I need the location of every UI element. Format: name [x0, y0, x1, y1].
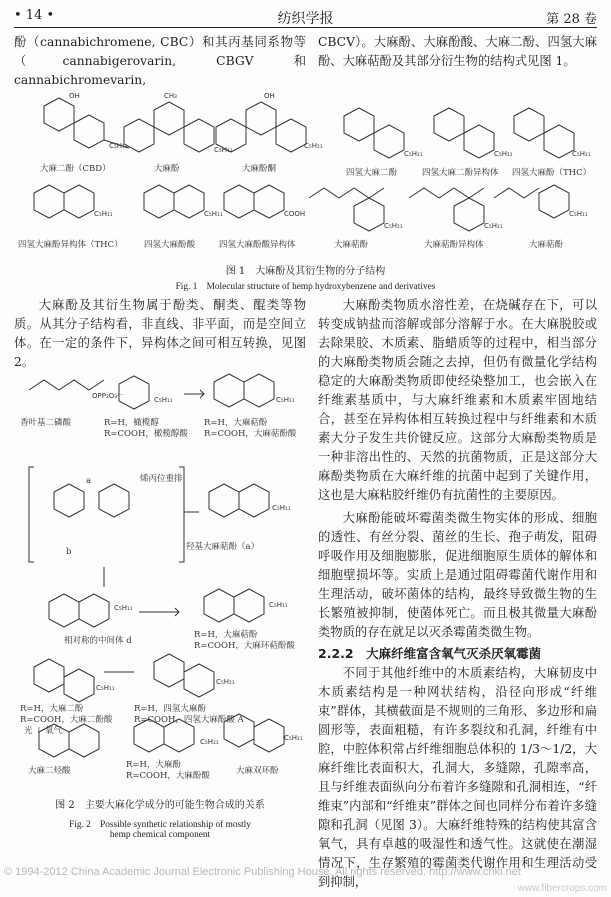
- right-paragraph-1: 大麻酚类物质水溶性差，在烧碱存在下，可以转变成钠盐而溶解或部分溶解于水。在大麻脱胶或去除果胶、木质素、脂蜡质等的过程中，相当部分的大麻酚类物质会随之去掉，但仍有微量化学结构稳定的大麻酚类物质即使经染整加工，也会嵌入在纤维素基质中，与大麻纤维素和木质素牢固地结合，甚至在异构体相互转换过程中与纤维素和木质素大分子发生共价键反应。这部分大麻酚类物质是一种非溶出性的、天然的抗菌物质，正是这部分大麻酚类物质在大麻纤维的抗菌中起到了关键作用，这也是大麻粘胶纤维仍有抗菌性的主要原因。: [318, 298, 597, 502]
- molecule-ring: [344, 108, 374, 141]
- fig2-label: R=COOH，大麻酚酸: [126, 771, 210, 781]
- figure-2-caption-cn: 图 2 主要大麻化学成分的可能生物合成的关系: [55, 800, 265, 811]
- right-paragraph-2: 大麻酚能破坏霉菌类微生物实体的形成、细胞的透性、有丝分裂、菌丝的生长、孢子萌发，阻碍呼吸作用及细胞膨胀，促进细胞原生质体的解体和细胞壁损坏等。实质上是通过阻碍霉菌代谢作用和生理活动，破坏菌体的结构，最终导致微生物的生长繁殖被抑制，使菌体死亡。而且极其微量大麻酚类物质的存在就足以灭杀霉菌类微生物。: [318, 511, 597, 639]
- right-paragraph-3: 不同于其他纤维中的木质素结构，大麻韧皮中木质素结构是一种网状结构，沿径向形成“纤维束”群体，其横截面是不规则的三角形、多边形和扁圆形等，表面粗糙，有许多裂纹和孔洞，纤维有中腔，中腔体积常占纤维细胞总体积的 1/3～1/2，大麻纤维比表面积大，孔洞大，多缝隙，孔隙率高，且与纤维表面纵向分布着许多缝隙和孔洞相连，“纤维束”内部和“纤维束”群体之间也同样分布着许多缝隙和孔洞（见图 3）。大麻纤维特殊的结构使其富含氧气，具有卓越的吸湿性和透气性。这就使在潮湿情况下，生存繁殖的霉菌类代谢作用和生理活动受到抑制，: [318, 666, 597, 889]
- svg-text:C₅H₁₁: C₅H₁₁: [569, 210, 588, 218]
- fig1-label: 四氢大麻酚酸异构体: [219, 240, 296, 250]
- molecule-ring: [214, 374, 244, 407]
- molecule-ring: [254, 719, 284, 752]
- fig1-label: 四氢大麻酚酸: [144, 240, 196, 250]
- molecule-ring: [34, 659, 64, 692]
- fig2-label: 大麻二烃酸: [28, 766, 71, 776]
- svg-text:OPP₂O₃³⁻: OPP₂O₃³⁻: [92, 392, 124, 400]
- svg-text:C₅H₁₁: C₅H₁₁: [216, 678, 235, 686]
- left-paragraph-1: 大麻酚及其衍生物属于酚类、酮类、醌类等物质。从其分子结构看，非直线、非平面，而是空间立体。在一定的条件下，异构体之间可相互转换，见图2。: [14, 298, 306, 369]
- journal-name: 纺织学报: [277, 11, 334, 27]
- molecule-ring: [239, 484, 269, 517]
- svg-text:CH₃: CH₃: [164, 92, 177, 100]
- svg-text:C₅H₁₁: C₅H₁₁: [304, 142, 323, 150]
- molecule-ring: [144, 185, 174, 218]
- fig1-label: 四氢大麻酚异构体（THC）: [18, 240, 123, 250]
- molecule-ring: [254, 185, 284, 218]
- fig2-label: R=COOH，大麻环萜酚酸: [194, 641, 295, 651]
- molecule-ring: [184, 664, 214, 697]
- fig1-label: 四氢大麻二酚: [346, 168, 398, 178]
- fig2-label: R=H，四氢大麻酚: [134, 704, 206, 714]
- section-heading: 2.2.2 大麻纤维富含氧气灭杀厌氧霉菌: [318, 646, 542, 661]
- molecule-ring: [464, 125, 494, 158]
- svg-text:C₅H₁₁: C₅H₁₁: [154, 396, 173, 404]
- molecule-ring: [34, 185, 64, 218]
- molecule-ring: [184, 119, 214, 152]
- molecule-ring: [454, 198, 484, 231]
- page-number: • 14 •: [14, 8, 55, 23]
- svg-text:C₅H₁₁: C₅H₁₁: [272, 504, 291, 512]
- fig1-label: 四氢大麻二酚异构体: [422, 168, 499, 178]
- molecule-ring: [74, 115, 104, 148]
- figure-1-caption-en: Fig. 1 Molecular structure of hemp hydroxybenzene and derivatives: [175, 282, 436, 292]
- molecule-ring: [246, 102, 276, 135]
- figure-1: [14, 88, 597, 256]
- molecule-ring: [64, 669, 94, 702]
- figure-2-caption-en-line2: hemp chemical component: [109, 830, 211, 840]
- svg-text:C₅H₁₁: C₅H₁₁: [384, 222, 403, 230]
- svg-text:C₅H₁₁: C₅H₁₁: [214, 146, 233, 154]
- molecule-ring: [124, 119, 154, 152]
- svg-text:C₅H₁₁: C₅H₁₁: [284, 734, 303, 742]
- fig1-label: 大麻酚: [154, 164, 180, 174]
- fig2-label: R=COOH，四氢大麻酚酸 A: [134, 715, 244, 725]
- svg-text:OH: OH: [264, 92, 275, 100]
- fig2-label: 羟基大麻萜酚（a）: [186, 542, 260, 552]
- fig2-label: R=H，大麻萜酚: [194, 630, 258, 640]
- molecule-ring: [204, 589, 234, 622]
- molecule-chain: [409, 188, 484, 198]
- molecule-ring: [49, 594, 79, 627]
- molecule-chain: [494, 188, 539, 198]
- copyright-footer: © 1994-2012 China Academic Journal Electronic Publishing House. All rights reserved. http://www.cnki.net: [4, 866, 521, 878]
- fig2-label: a: [86, 476, 92, 486]
- svg-text:C₅H₁₁: C₅H₁₁: [200, 738, 219, 746]
- molecule-chain: [309, 188, 384, 198]
- molecule-ring: [354, 198, 384, 231]
- figure-2: [14, 372, 314, 794]
- svg-text:C₅H₁₁: C₅H₁₁: [114, 604, 133, 612]
- molecule-ring: [234, 589, 264, 622]
- svg-text:C₅H₁₁: C₅H₁₁: [109, 142, 128, 150]
- top-right-paragraph: CBCV）。大麻酚、大麻酚酸、大麻二酚、四氢大麻酚、大麻萜酚及其部分衍生物的结构式见图 1。: [318, 35, 597, 68]
- svg-text:OH: OH: [69, 92, 80, 100]
- svg-text:C₅H₁₁: C₅H₁₁: [96, 684, 115, 692]
- fig2-label: b: [66, 547, 72, 557]
- svg-text:C₅H₁₁: C₅H₁₁: [404, 150, 423, 158]
- fig2-label: R=H，大麻萜酚: [204, 418, 268, 428]
- svg-text:C₅H₁₁: C₅H₁₁: [204, 210, 223, 218]
- fig2-label: R=H，大麻二酚: [20, 704, 84, 714]
- molecule-ring: [154, 654, 184, 687]
- molecule-ring: [64, 185, 94, 218]
- fig1-label: 四氢大麻酚（THC）: [512, 168, 592, 178]
- fig2-label: R=H，橄榄醇: [104, 418, 159, 428]
- molecule-ring: [276, 119, 306, 152]
- svg-text:COOH: COOH: [284, 210, 306, 218]
- molecule-ring: [174, 185, 204, 218]
- fig2-label: 光 ↓ 氧气: [24, 726, 63, 736]
- fig1-label: 大麻酚酮: [242, 164, 277, 174]
- running-header: [14, 6, 597, 28]
- svg-text:C₅H₁₁: C₅H₁₁: [276, 396, 295, 404]
- fig2-label: 香叶基二磷酸: [20, 418, 72, 428]
- fig1-label: 大麻萜酚: [529, 240, 564, 250]
- svg-text:C₅H₁₁: C₅H₁₁: [484, 222, 503, 230]
- molecule-ring: [224, 185, 254, 218]
- molecule-ring: [544, 125, 574, 158]
- svg-text:C₅H₁₁: C₅H₁₁: [572, 150, 591, 158]
- molecule-ring: [514, 108, 544, 141]
- svg-text:C₅H₁₁: C₅H₁₁: [94, 210, 113, 218]
- molecule-ring: [69, 724, 99, 757]
- watermark: www.fibercrops.com: [517, 883, 607, 894]
- molecule-ring: [44, 98, 74, 131]
- header-rule: [14, 27, 597, 28]
- fig2-label: 烯丙位重排: [140, 474, 183, 484]
- fig2-label: R=COOH，大麻二酚酸: [20, 715, 113, 725]
- molecule-ring: [434, 108, 464, 141]
- fig1-label: 大麻萜酚异构体: [424, 240, 484, 250]
- molecule-ring: [154, 102, 184, 135]
- volume-label: 第 28 卷: [546, 12, 597, 27]
- svg-text:C₅H₁₁: C₅H₁₁: [269, 601, 288, 609]
- fig2-label: R=H，大麻酚: [126, 760, 181, 770]
- bracket: [29, 467, 34, 562]
- svg-text:C₅H₁₁: C₅H₁₁: [494, 150, 513, 158]
- fig1-label: 大麻萜酚: [334, 240, 369, 250]
- figure-1-caption-cn: 图 1 大麻酚及其衍生物的分子结构: [225, 266, 386, 277]
- fig2-label: R=COOH，橄榄醇酸: [104, 429, 188, 439]
- fig2-label: 相对称的中间体 d: [64, 636, 132, 646]
- molecule-ring: [244, 374, 274, 407]
- figure-2-caption-en: Fig. 2 Possible synthetic relationship of mostly: [69, 820, 251, 830]
- molecule-ring: [79, 594, 109, 627]
- fig1-label: 大麻二酚（CBD）: [40, 164, 111, 174]
- molecule-ring: [99, 484, 129, 517]
- molecule-ring: [374, 125, 404, 158]
- molecule-ring: [539, 185, 569, 218]
- molecule-ring: [54, 484, 84, 517]
- fig2-label: 大麻双环酚: [236, 766, 279, 776]
- top-left-paragraph: 酚（cannabichromene, CBC）和其丙基同系物等（cannabigerovarin, CBGV 和 cannabichromevarin,: [14, 35, 306, 87]
- fig2-label: R=COOH，大麻萜酚酸: [204, 429, 297, 439]
- molecule-chain: [29, 380, 104, 390]
- molecule-ring: [209, 484, 239, 517]
